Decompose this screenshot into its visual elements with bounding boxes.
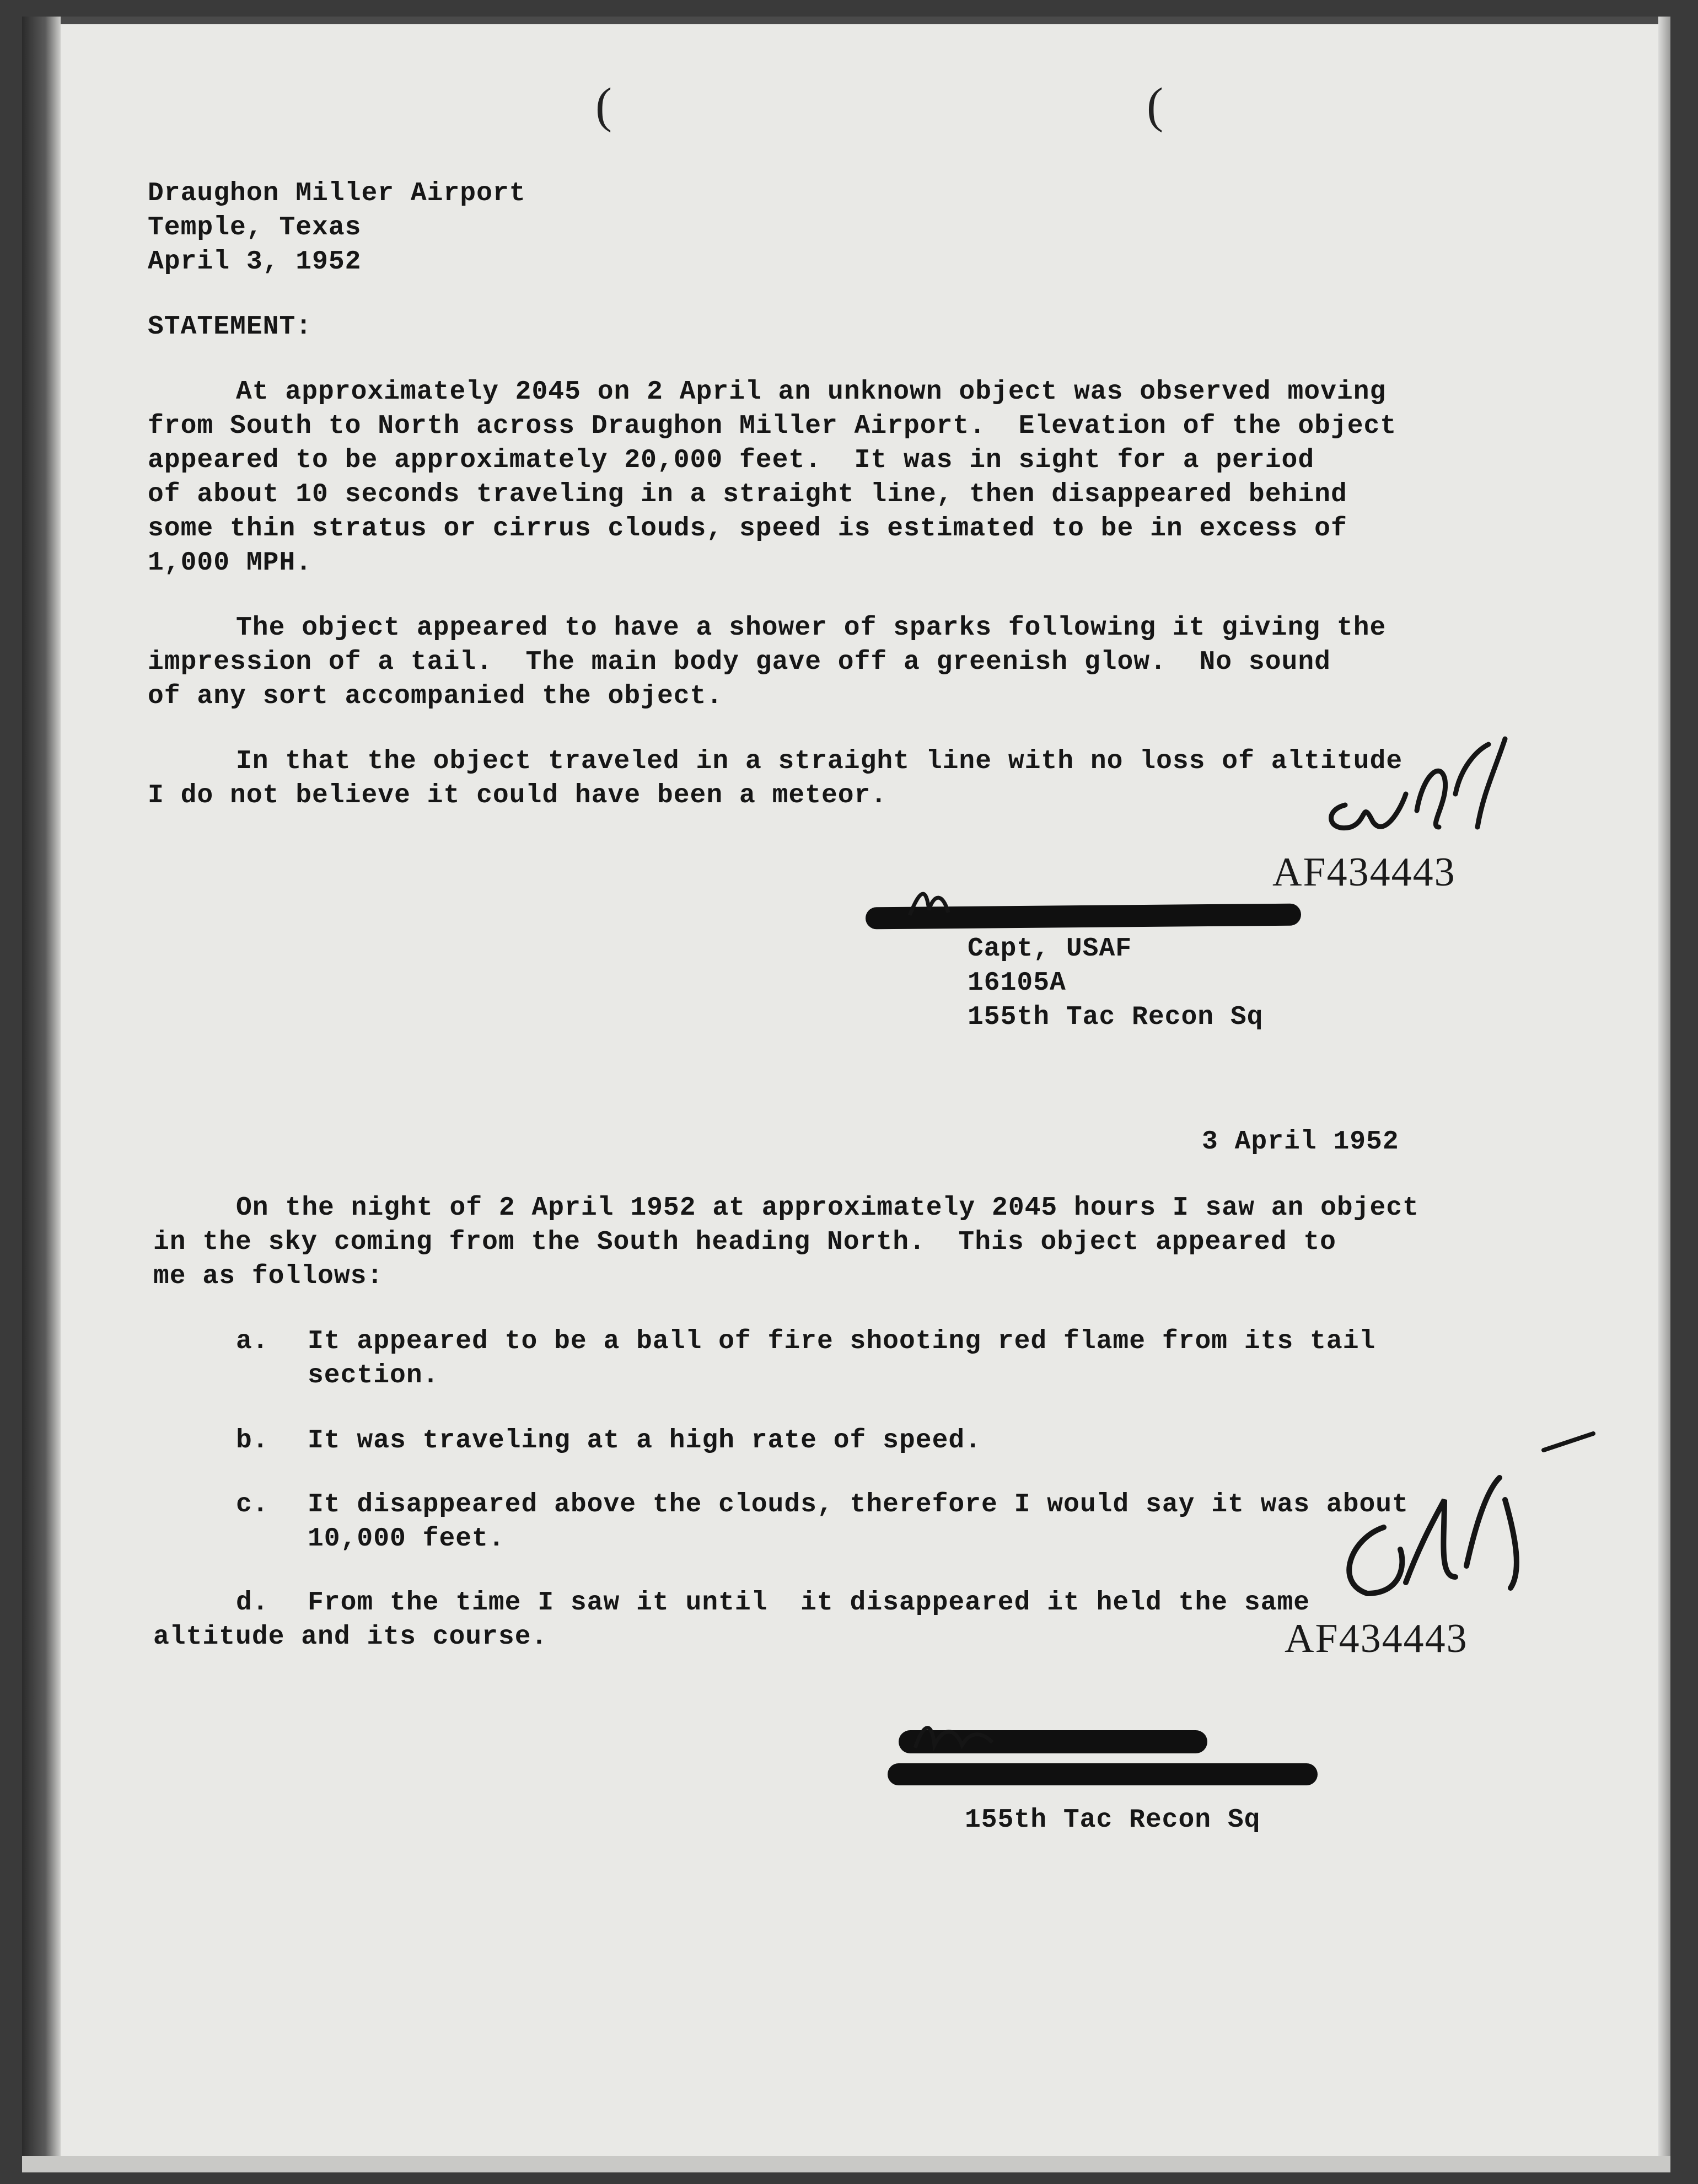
paragraph-line: of any sort accompanied the object.: [148, 682, 723, 711]
item-line: altitude and its course.: [153, 1622, 548, 1652]
header-location: Draughon Miller Airport: [148, 179, 526, 208]
signer2-unit: 155th Tac Recon Sq: [965, 1805, 1261, 1835]
af-stamp-2: AF434443: [1285, 1616, 1468, 1661]
paragraph-line: At approximately 2045 on 2 April an unknown object was observed moving: [236, 377, 1387, 407]
paragraph-line: appeared to be approximately 20,000 feet. It was in sight for a period: [148, 446, 1315, 475]
redacted-signature-2b: [888, 1763, 1318, 1785]
item-line: section.: [308, 1361, 439, 1391]
signer1-serial: 16105A: [968, 968, 1066, 998]
paragraph-line: in the sky coming from the South heading North. This object appeared to: [153, 1227, 1336, 1257]
paragraph-line: On the night of 2 April 1952 at approximately 2045 hours I saw an object: [236, 1193, 1419, 1223]
scan-bottom-edge: [22, 2156, 1670, 2172]
paragraph-line: me as follows:: [153, 1262, 384, 1291]
paragraph-line: from South to North across Draughon Miller Airport. Elevation of the object: [148, 411, 1397, 441]
scan-top-edge: [22, 17, 1670, 24]
paragraph-line: 1,000 MPH.: [148, 548, 313, 578]
signer1-rank: Capt, USAF: [968, 934, 1132, 964]
item-letter: b.: [236, 1426, 269, 1456]
paragraph-line: impression of a tail. The main body gave off a greenish glow. No sound: [148, 647, 1331, 677]
paragraph-line: I do not believe it could have been a meteor.: [148, 781, 888, 811]
item-letter: c.: [236, 1490, 269, 1520]
paragraph-line: some thin stratus or cirrus clouds, speed is estimated to be in excess of: [148, 514, 1347, 544]
item-line: 10,000 feet.: [308, 1524, 505, 1554]
item-line: From the time I saw it until it disappeared it held the same: [308, 1588, 1310, 1618]
document-page: [22, 17, 1670, 2172]
item-letter: a.: [236, 1327, 269, 1356]
handwritten-initials-1: [1312, 728, 1544, 849]
item-line: It appeared to be a ball of fire shooting red flame from its tail: [308, 1327, 1376, 1356]
item-line: It was traveling at a high rate of speed.: [308, 1426, 981, 1456]
paragraph-line: of about 10 seconds traveling in a straight line, then disappeared behind: [148, 480, 1347, 509]
statement2-date: 3 April 1952: [1202, 1127, 1399, 1157]
paragraph-line: The object appeared to have a shower of sparks following it giving the: [236, 613, 1387, 643]
signer1-unit: 155th Tac Recon Sq: [968, 1002, 1264, 1032]
item-letter: d.: [236, 1588, 269, 1618]
punch-mark-left: (: [595, 78, 612, 133]
signature-scribble-2: [910, 1715, 998, 1753]
item-line: It disappeared above the clouds, therefore I would say it was about: [308, 1490, 1409, 1520]
scan-left-edge: [22, 17, 61, 2172]
af-stamp-1: AF434443: [1272, 850, 1456, 895]
paragraph-line: In that the object traveled in a straight line with no loss of altitude: [236, 747, 1403, 776]
header-date: April 3, 1952: [148, 247, 362, 277]
header-city: Temple, Texas: [148, 213, 362, 243]
signature-scribble-1: [904, 882, 981, 921]
statement-label: STATEMENT:: [148, 312, 313, 342]
handwritten-initials-2: [1323, 1428, 1610, 1610]
scan-right-edge: [1658, 17, 1670, 2172]
punch-mark-right: (: [1147, 78, 1163, 133]
